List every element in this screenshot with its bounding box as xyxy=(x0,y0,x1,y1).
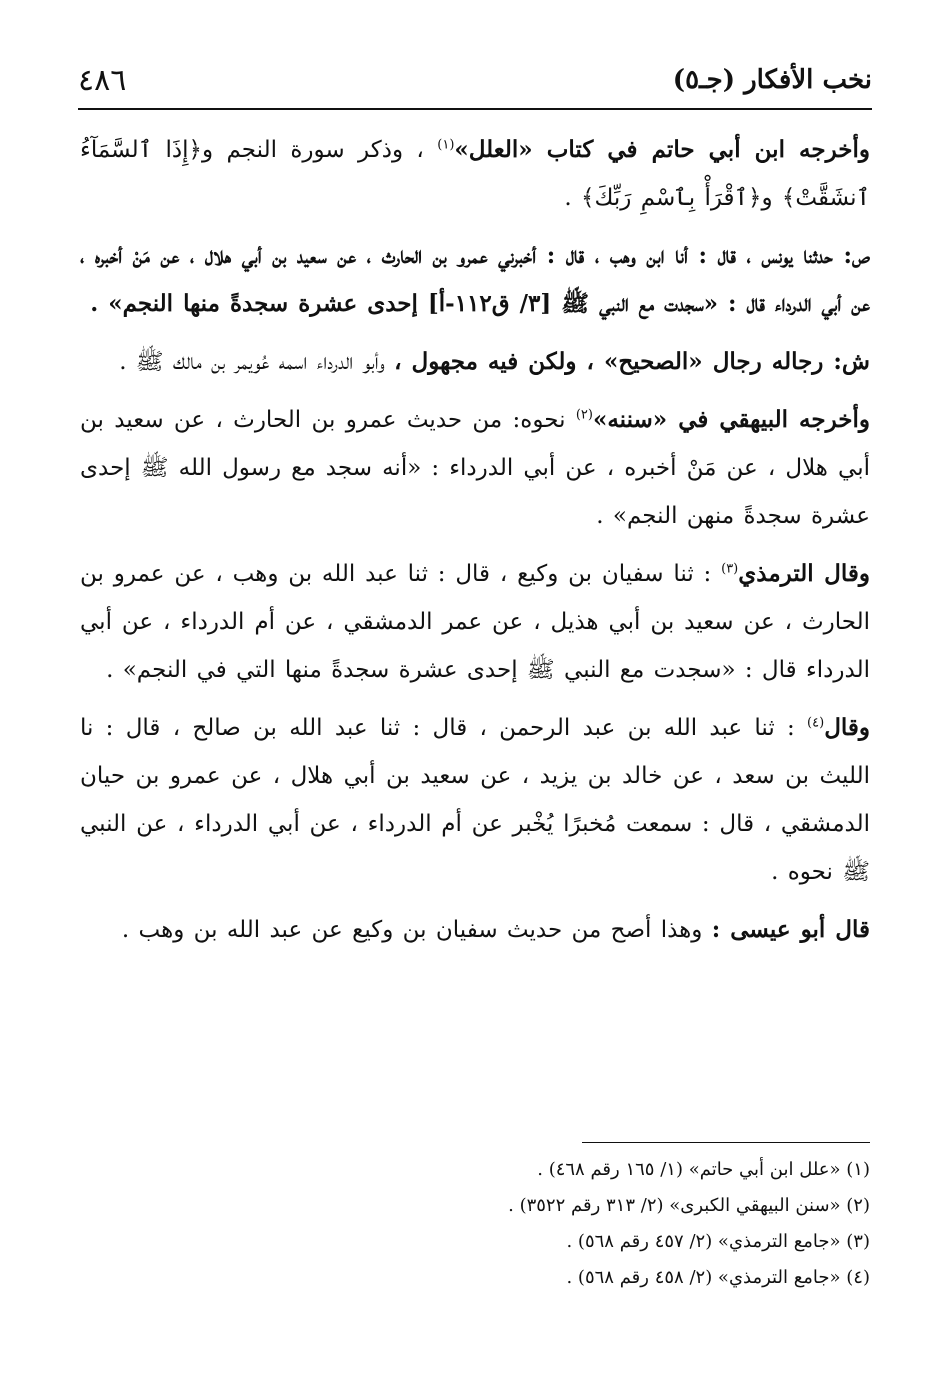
paragraph-lead: وأخرجه ابن أبي حاتم في كتاب «العلل» xyxy=(454,136,871,163)
footnote-marker: (٣) xyxy=(721,561,739,577)
footnote: (٢) «سنن البيهقي الكبرى» (٢/ ٣١٣ رقم ٣٥٢٢) . xyxy=(508,1195,870,1216)
paragraph xyxy=(80,338,870,386)
paragraph-lead: وقال الترمذي xyxy=(738,560,870,587)
paragraph xyxy=(80,550,870,694)
paragraph-lead: قال أبو عيسى : xyxy=(711,916,870,943)
running-title: نخب الأفكار (جـ٥) xyxy=(672,65,872,95)
footnote: (٣) «جامع الترمذي» (٢/ ٤٥٧ رقم ٥٦٨) . xyxy=(566,1231,870,1252)
footnote-marker: (١) xyxy=(437,137,455,153)
footnote: (٤) «جامع الترمذي» (٢/ ٤٥٨ رقم ٥٦٨) . xyxy=(566,1267,870,1288)
page-number: ٤٨٦ xyxy=(78,62,127,98)
paragraph-text: وأبو الدرداء اسمه عُويمر بن مالك ﷺ . xyxy=(119,349,385,375)
main-text xyxy=(80,126,870,964)
paragraph xyxy=(80,126,870,222)
paragraph-text: ، وذكر سورة النجم و﴿إِذَا ٱلسَّمَآءُ ٱنشَقَّتْ﴾ و﴿ٱقْرَأْ بِٱسْمِ رَبِّكَ﴾ . xyxy=(80,137,870,211)
paragraph-text: وهذا أصح من حديث سفيان بن وكيع عن عبد الله بن وهب . xyxy=(121,917,703,943)
paragraph-text: نحوه: من حديث عمرو بن الحارث ، عن سعيد بن أبي هلال ، عن مَنْ أخبره ، عن أبي الدرداء : «أنه سجد مع رسول الله ﷺ إحدى عشرة سجدةً منهن النجم» . xyxy=(80,407,870,529)
page-header xyxy=(78,58,872,102)
paragraph xyxy=(80,704,870,896)
paragraph-lead: ص: حدثنا يونس ، قال : أنا ابن وهب ، قال : أخبرني عمرو بن الحارث ، عن سعيد بن أبي هلال ، عن مَنْ أخبره ، عن أبي الدرداء قال : «سجدت مع النبي ﷺ [٣/ ق١١٢-أ] إحدى عشرة سجدةً منها النجم» . xyxy=(80,242,870,317)
footnote-marker: (٤) xyxy=(807,715,825,731)
paragraph-text: : ثنا سفيان بن وكيع ، قال : ثنا عبد الله بن وهب ، عن عمرو بن الحارث ، عن سعيد بن أبي هذيل ، عن عمر الدمشقي ، عن أم الدرداء ، عن أبي الدرداء قال : «سجدت مع النبي ﷺ إحدى عشرة سجدةً منها التي في النجم» . xyxy=(80,561,870,683)
header-rule xyxy=(78,108,872,110)
paragraph-lead: وقال xyxy=(824,714,871,741)
footnote-rule xyxy=(582,1142,870,1143)
footnote: (١) «علل ابن أبي حاتم» (١/ ١٦٥ رقم ٤٦٨) . xyxy=(537,1159,870,1180)
paragraph-text: : ثنا عبد الله بن عبد الرحمن ، قال : ثنا عبد الله بن صالح ، قال : نا الليث بن سعد ، عن خالد بن يزيد ، عن سعيد بن أبي هلال ، عن عمرو بن حيان الدمشقي ، قال : سمعت مُخبرًا يُخْبر عن أم الدرداء ، عن أبي الدرداء ، عن النبي ﷺ نحوه . xyxy=(80,715,870,885)
paragraph xyxy=(80,906,870,954)
paragraph-lead: وأخرجه البيهقي في «سننه» xyxy=(592,406,871,433)
footnotes xyxy=(300,1152,870,1296)
paragraph xyxy=(80,396,870,540)
paragraph-lead: ش: رجاله رجال «الصحيح» ، ولكن فيه مجهول ، xyxy=(394,348,870,375)
footnote-marker: (٢) xyxy=(575,407,593,423)
paragraph xyxy=(80,232,870,328)
